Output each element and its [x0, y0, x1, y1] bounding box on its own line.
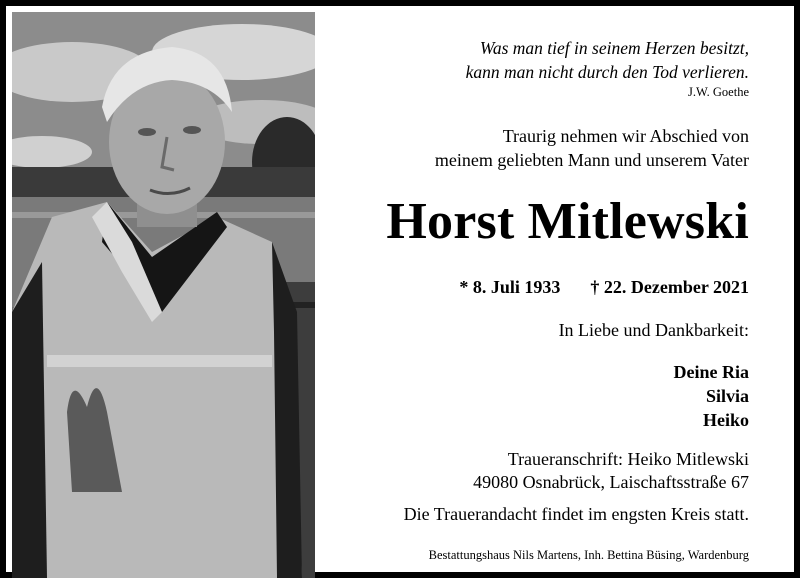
quote — [326, 36, 749, 84]
intro-line-1: Traurig nehmen wir Abschied von — [502, 126, 749, 146]
life-dates — [326, 277, 749, 298]
birth-date: * 8. Juli 1933 — [459, 277, 561, 297]
deceased-name: Horst Mitlewski — [386, 193, 749, 250]
portrait-photo-icon — [12, 12, 315, 578]
ceremony-note: Die Trauerandacht findet im engsten Kreis statt. — [403, 504, 749, 524]
address-line-1: Traueranschrift: Heiko Mitlewski — [507, 449, 749, 469]
mourner-name: Silvia — [705, 386, 749, 406]
intro-text — [326, 124, 749, 172]
mourner-name: Deine Ria — [673, 362, 749, 382]
mourners-list — [326, 360, 749, 432]
intro-line-2: meinem geliebten Mann und unserem Vater — [434, 150, 749, 170]
mourning-address — [326, 448, 749, 494]
quote-line-2: kann man nicht durch den Tod verlieren. — [465, 62, 749, 82]
death-date: † 22. Dezember 2021 — [590, 277, 749, 297]
quote-line-1: Was man tief in seinem Herzen besitzt, — [479, 38, 749, 58]
gratitude-line: In Liebe und Dankbarkeit: — [558, 320, 749, 340]
address-line-2: 49080 Osnabrück, Laischaftsstraße 67 — [473, 472, 749, 492]
funeral-home: Bestattungshaus Nils Martens, Inh. Bettina Büsing, Wardenburg — [428, 548, 749, 562]
mourner-name: Heiko — [702, 410, 749, 430]
quote-author: J.W. Goethe — [688, 85, 749, 99]
